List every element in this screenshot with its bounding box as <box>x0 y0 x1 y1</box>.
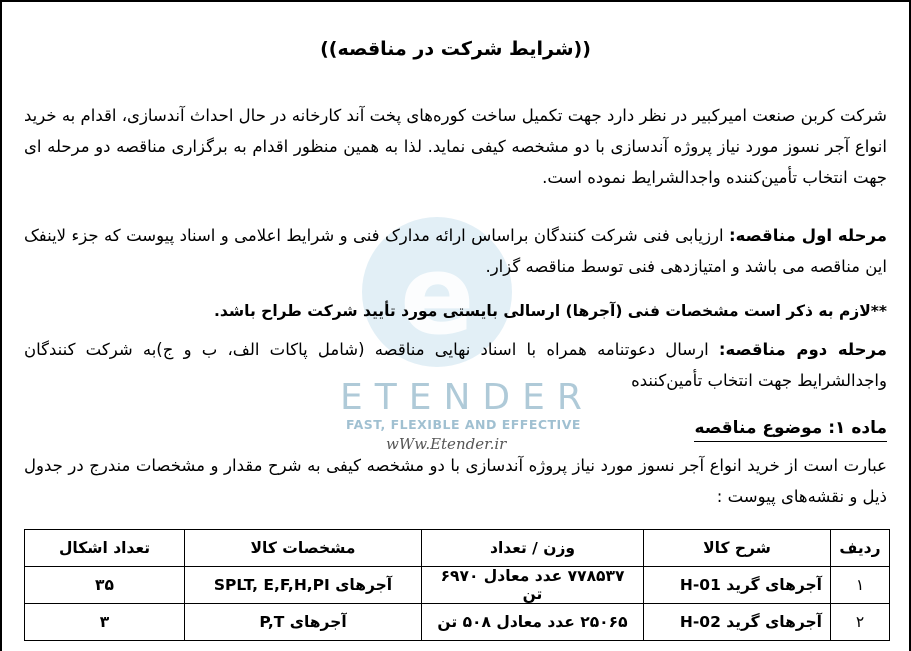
cell-shapes-count: ۳ <box>25 604 185 641</box>
stage2-label: مرحله دوم مناقصه: <box>718 340 888 359</box>
document-title: ((شرایط شرکت در مناقصه)) <box>320 38 591 60</box>
header-specs: مشخصات کالا <box>185 530 422 567</box>
header-description: شرح کالا <box>644 530 831 567</box>
header-quantity: وزن / تعداد <box>422 530 644 567</box>
article1-paragraph: عبارت است از خرید انواع آجر نسوز مورد نیاز پروژه آندسازی با دو مشخصه کیفی به شرح مقدار و مشخصات مندرج در جدول ذیل و نقشه‌های پیوست : <box>24 456 887 506</box>
table-row <box>25 604 890 641</box>
watermark-logo-icon: e <box>400 231 475 359</box>
intro-paragraph: شرکت کربن صنعت امیرکبیر در نظر دارد جهت تکمیل ساخت کوره‌های پخت آند کارخانه در حال احداث آندسازی، اقدام به خرید انواع آجر نسوز مورد نیاز پروژه آندسازی با دو مشخصه کیفی نماید. لذا به همین منظور اقدام به برگزاری مناقصه دو مرحله ای جهت انتخاب تأمین‌کننده واجدالشرایط نموده است. <box>24 106 887 187</box>
stage1-label: مرحله اول مناقصه: <box>729 226 887 245</box>
header-row-number: ردیف <box>831 530 890 567</box>
cell-specs: آجرهای P,T <box>185 604 422 641</box>
cell-row-number: ۲ <box>831 604 890 641</box>
cell-row-number: ۱ <box>831 567 890 604</box>
items-table <box>24 529 890 641</box>
technical-note: **لازم به ذکر است مشخصات فنی (آجرها) ارسالی بایستی مورد تأیید شرکت طراح باشد. <box>214 302 887 320</box>
cell-quantity: ۲۵۰۶۵ عدد معادل ۵۰۸ تن <box>422 604 644 641</box>
cell-shapes-count: ۳۵ <box>25 567 185 604</box>
watermark-url: wWw.Etender.ir <box>386 435 507 453</box>
header-shapes-count: تعداد اشکال <box>25 530 185 567</box>
article1-heading: ماده ۱: موضوع مناقصه <box>694 415 887 442</box>
cell-quantity: ۷۷۸۵۳۷ عدد معادل ۶۹۷۰ تن <box>422 567 644 604</box>
stage1-paragraph <box>24 220 887 282</box>
cell-specs: آجرهای SPLT, E,F,H,PI <box>185 567 422 604</box>
watermark-tagline: FAST, FLEXIBLE AND EFFECTIVE <box>346 417 581 432</box>
cell-description: آجرهای گرید H-01 <box>644 567 831 604</box>
cell-description: آجرهای گرید H-02 <box>644 604 831 641</box>
table-header-row <box>25 530 890 567</box>
stage2-text: ارسال دعوتنامه همراه با اسناد نهایی مناقصه (شامل پاکات الف، ب و ج)به شرکت کنندگان واجدالشرایط جهت انتخاب تأمین‌کننده <box>24 340 887 390</box>
table-row <box>25 567 890 604</box>
stage2-paragraph <box>24 334 887 396</box>
stage1-text: ارزیابی فنی شرکت کنندگان براساس ارائه مدارک فنی و شرایط اعلامی و اسناد پیوست که جزء لاینفک این مناقصه می باشد و امتیازدهی فنی توسط مناقصه گزار. <box>24 226 887 276</box>
watermark-brand-name: ETENDER <box>340 377 594 418</box>
